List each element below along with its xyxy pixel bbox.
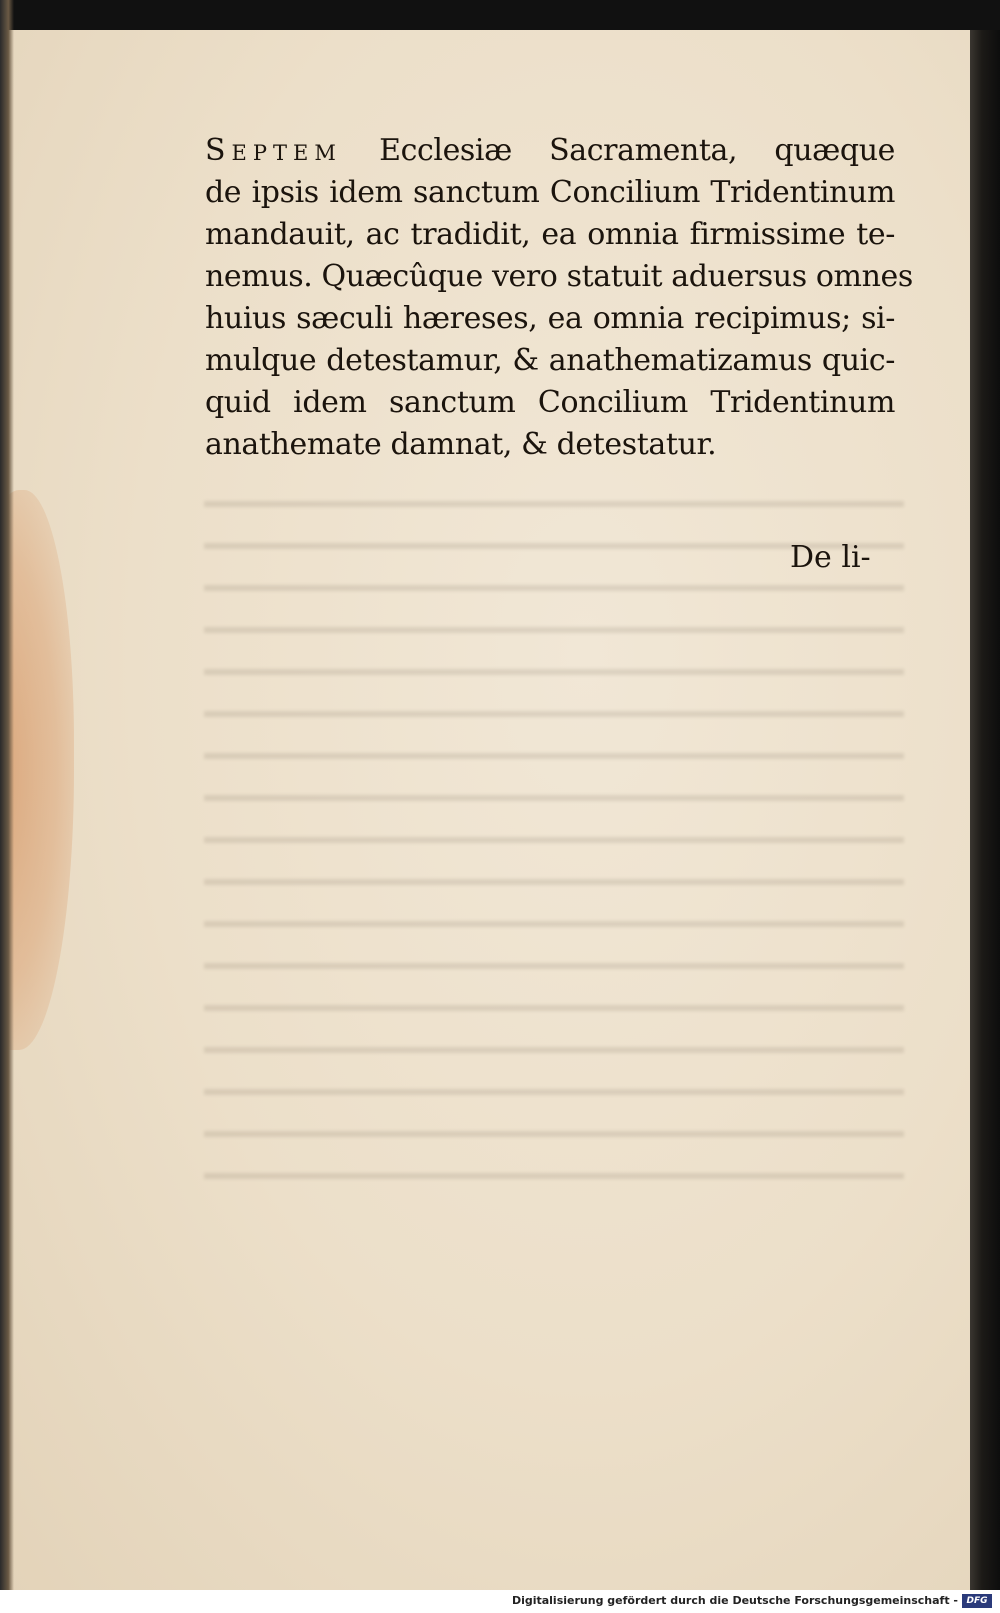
line-text: Ecclesiæ Sacramenta, quæque: [341, 133, 895, 168]
text-line: nemus. Quæcûque vero statuit aduersus omnes: [205, 259, 913, 294]
footer-bar: [0, 1590, 1000, 1613]
dfg-logo: DFG: [962, 1594, 992, 1608]
text-line: [205, 130, 895, 172]
book-edge: [970, 30, 1000, 1590]
text-line: mandauit, ac tradidit, ea omnia firmissime te-: [205, 217, 895, 252]
text-line: anathemate damnat, & detestatur.: [205, 427, 717, 462]
spine-shadow: [0, 0, 14, 1613]
body-text: [205, 130, 913, 466]
text-line: mulque detestamur, & anathematizamus quic-: [205, 343, 895, 378]
top-scan-border: [0, 0, 1000, 30]
water-stain: [4, 490, 74, 1050]
funding-credit: Digitalisierung gefördert durch die Deutsche Forschungsgemeinschaft -: [511, 1594, 958, 1607]
text-line: huius sæculi hæreses, ea omnia recipimus; si-: [205, 301, 895, 336]
show-through-text: [204, 475, 904, 1195]
text-line: quid idem sanctum Concilium Tridentinum: [205, 385, 895, 420]
lead-word: Septem: [205, 133, 342, 168]
text-line: de ipsis idem sanctum Concilium Tridentinum: [205, 175, 895, 210]
catchword: De li-: [790, 540, 871, 575]
